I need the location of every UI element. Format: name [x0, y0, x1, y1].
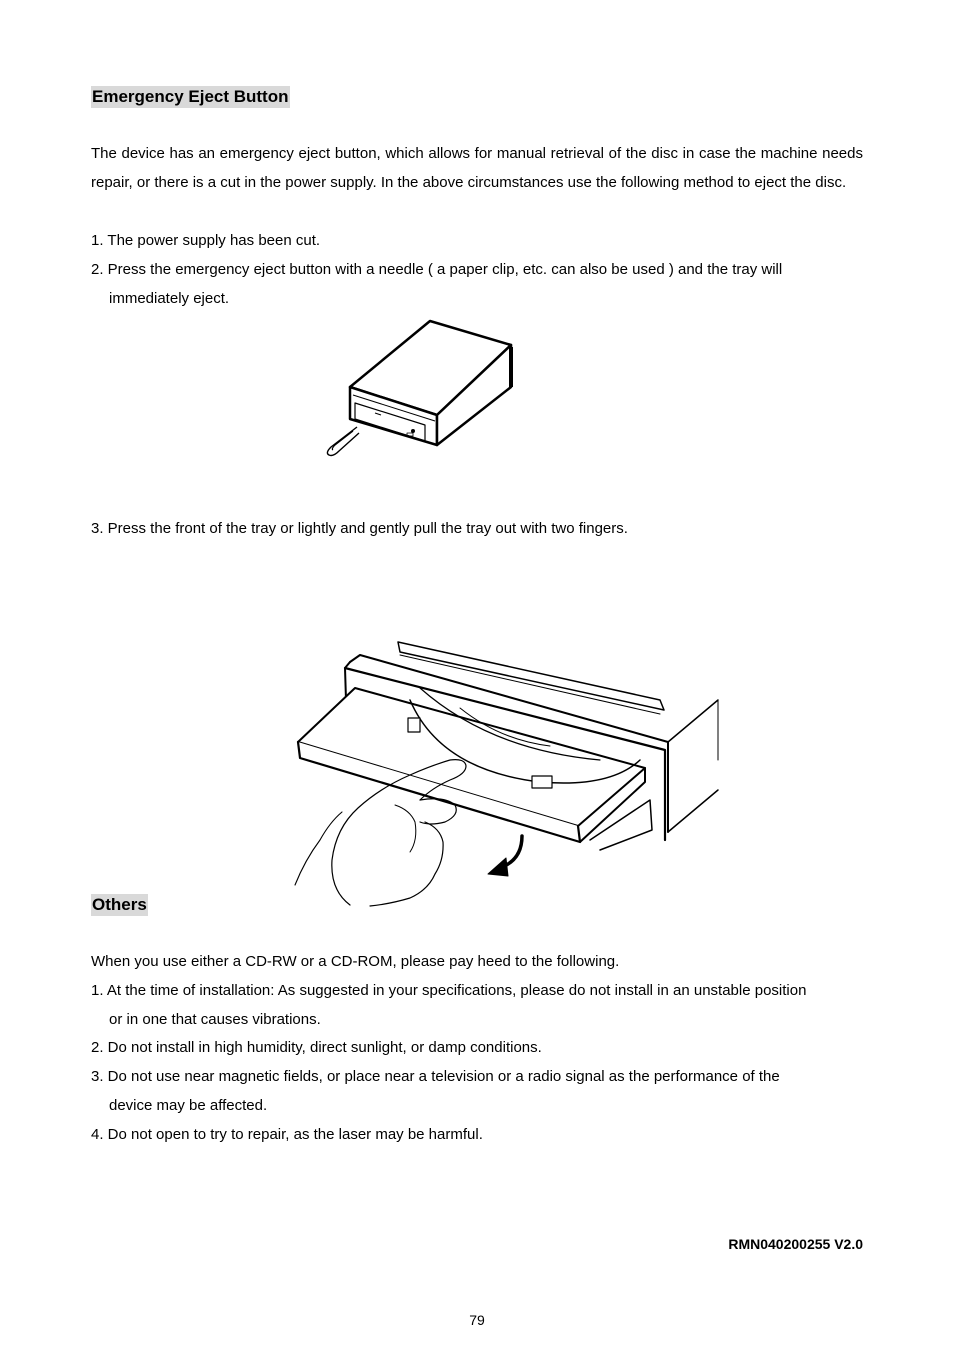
others-item-3-line-1: 3. Do not use near magnetic fields, or place near a television or a radio signal as the performance of the: [91, 1068, 780, 1085]
step-2-line-1: 2. Press the emergency eject button with a needle ( a paper clip, etc. can also be used ) and the tray will: [91, 261, 783, 278]
others-item-2: 2. Do not install in high humidity, direct sunlight, or damp conditions.: [91, 1039, 542, 1056]
others-intro: When you use either a CD-RW or a CD-ROM, please pay heed to the following.: [91, 953, 620, 970]
emergency-eject-intro: The device has an emergency eject button, which allows for manual retrieval of the disc in case the machine needs repair, or there is a cut in the power supply. In the above circumstances use the following method to eject the disc.: [91, 145, 863, 191]
page-number: 79: [469, 1312, 485, 1328]
section-heading-emergency-eject: Emergency Eject Button: [92, 87, 289, 106]
tray-pull-illustration: [260, 560, 730, 915]
document-code: RMN040200255 V2.0: [728, 1236, 863, 1252]
step-2-line-2: immediately eject.: [109, 290, 230, 307]
drive-paperclip-illustration: [315, 315, 525, 485]
step-3: 3. Press the front of the tray or lightly and gently pull the tray out with two fingers.: [91, 520, 628, 537]
others-item-1: [91, 976, 863, 1034]
others-item-3-line-2: device may be affected.: [109, 1097, 268, 1114]
others-item-1-line-2: or in one that causes vibrations.: [109, 1011, 321, 1028]
step-2: [91, 255, 863, 313]
others-item-3: [91, 1062, 863, 1120]
others-item-4: 4. Do not open to try to repair, as the laser may be harmful.: [91, 1126, 483, 1143]
step-1: 1. The power supply has been cut.: [91, 232, 321, 249]
section-heading-others: Others: [92, 895, 147, 914]
others-item-1-line-1: 1. At the time of installation: As suggested in your specifications, please do not install in an unstable position: [91, 982, 807, 999]
